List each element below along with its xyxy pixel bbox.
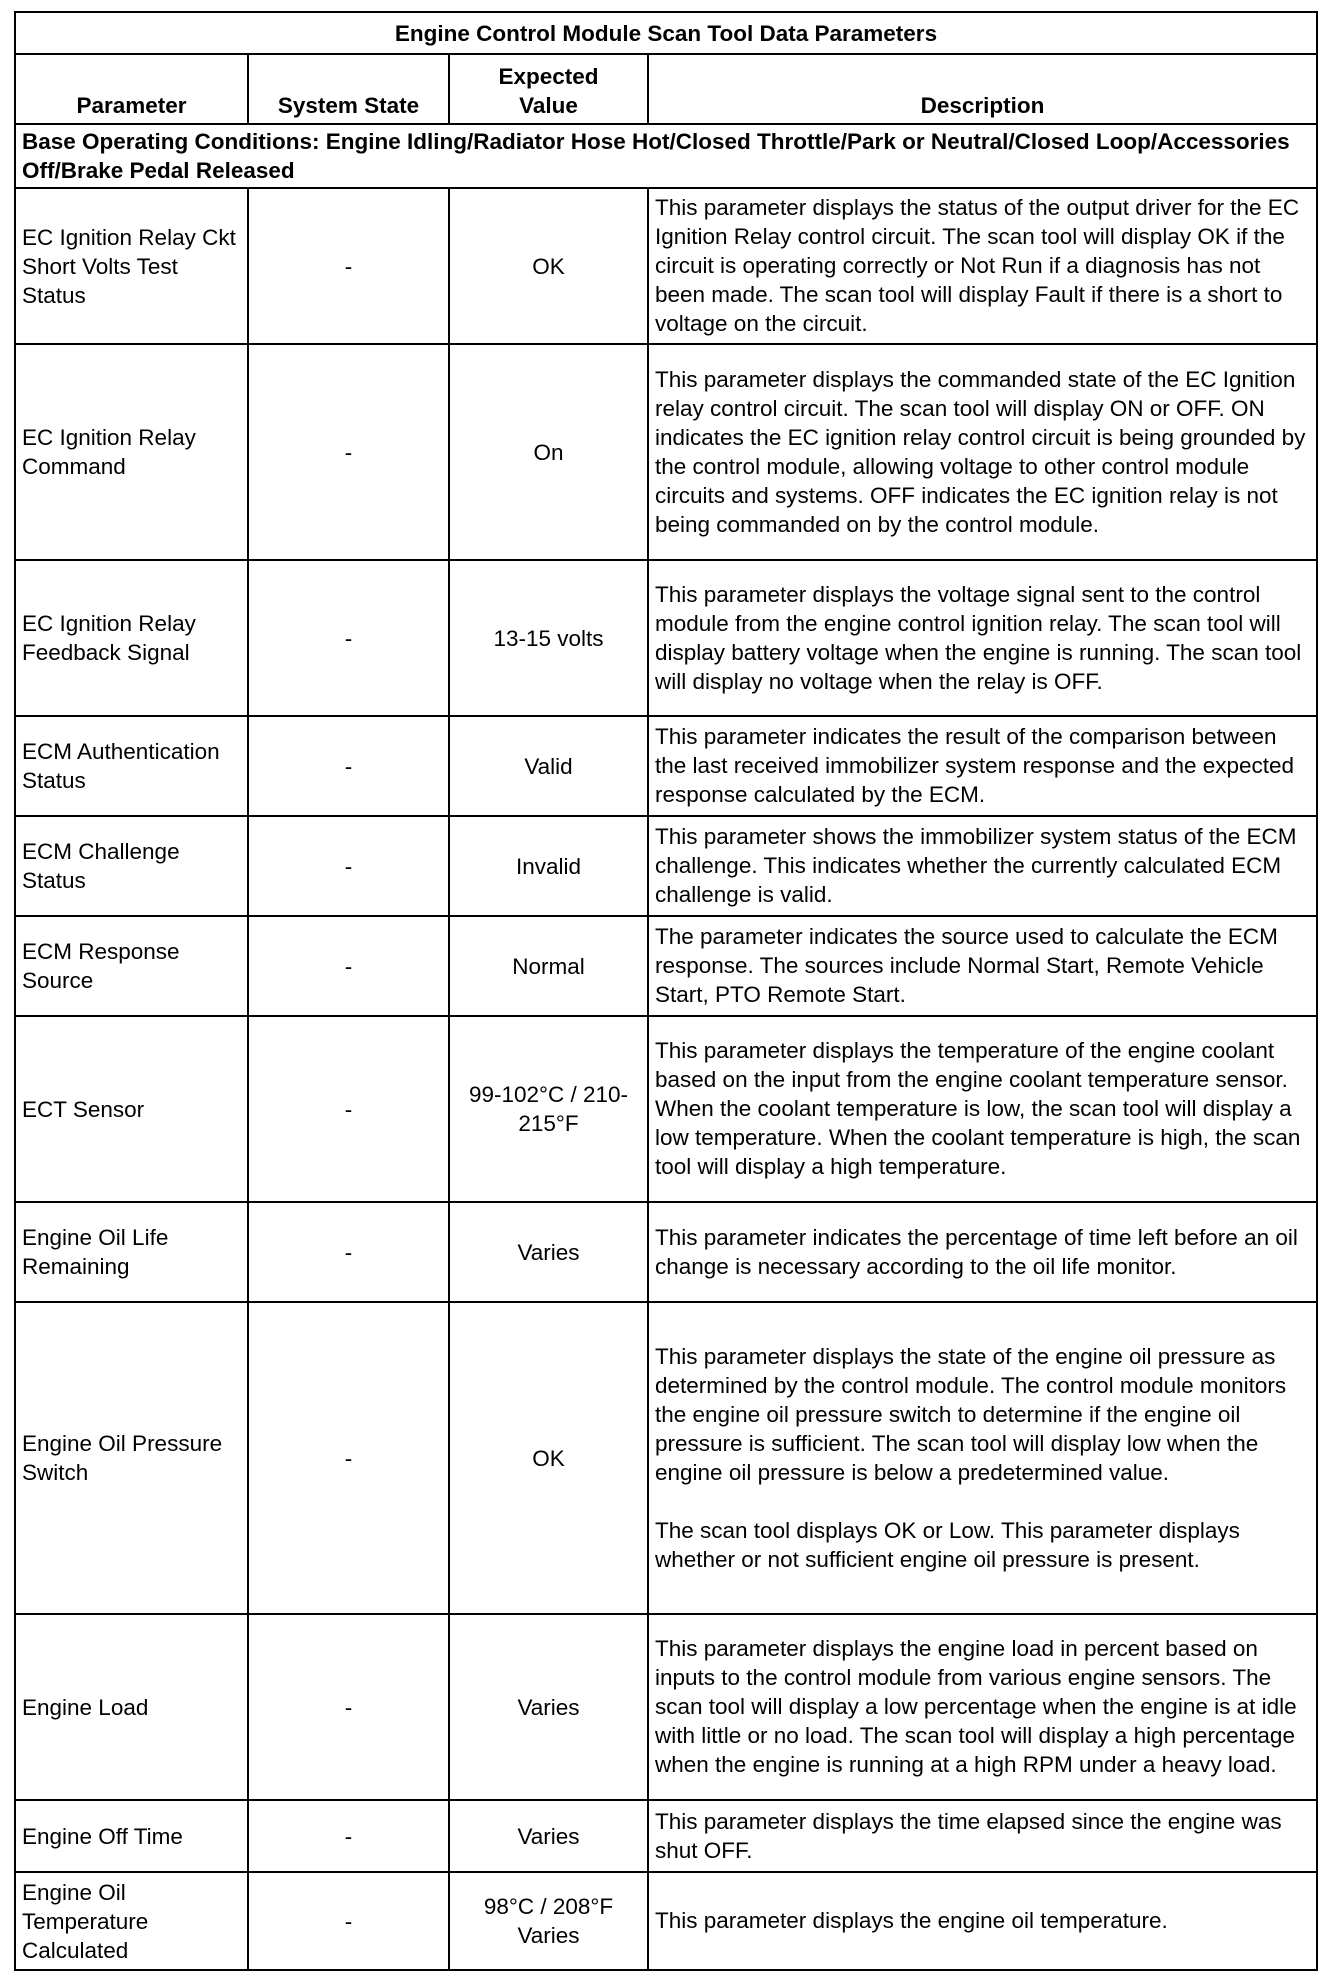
expected-value-cell: Valid xyxy=(449,716,648,816)
expected-value-cell: OK xyxy=(449,188,648,344)
system-state-cell: - xyxy=(248,560,449,716)
table-row xyxy=(15,1614,1317,1800)
base-conditions-row xyxy=(15,124,1317,188)
expected-value-cell: OK xyxy=(449,1302,648,1614)
system-state-cell: - xyxy=(248,916,449,1016)
description-cell: This parameter displays the voltage signal sent to the control module from the engine control ignition relay. The scan tool will display battery voltage when the engine is running. The scan tool will display no voltage when the relay is OFF. xyxy=(648,560,1317,716)
parameter-cell: Engine Off Time xyxy=(15,1800,248,1872)
expected-value-cell: Invalid xyxy=(449,816,648,916)
parameter-cell: Engine Oil Life Remaining xyxy=(15,1202,248,1302)
system-state-cell: - xyxy=(248,1202,449,1302)
expected-value-cell: Varies xyxy=(449,1800,648,1872)
table-row xyxy=(15,1202,1317,1302)
description-paragraph: This parameter displays the state of the engine oil pressure as determined by the control module. The control module monitors the engine oil pressure switch to determine if the engine oil pressure is sufficient. The scan tool will display low when the engine oil pressure is below a predetermined value. xyxy=(655,1343,1287,1485)
system-state-cell: - xyxy=(248,344,449,560)
base-conditions: Base Operating Conditions: Engine Idling/Radiator Hose Hot/Closed Throttle/Park or Neutral/Closed Loop/Accessories Off/Brake Pedal Released xyxy=(15,124,1317,188)
header-system-state: System State xyxy=(248,54,449,124)
table-row xyxy=(15,1800,1317,1872)
system-state-cell: - xyxy=(248,1800,449,1872)
system-state-cell: - xyxy=(248,1016,449,1202)
table-row xyxy=(15,1016,1317,1202)
description-cell: The parameter indicates the source used to calculate the ECM response. The sources include Normal Start, Remote Vehicle Start, PTO Remote Start. xyxy=(648,916,1317,1016)
expected-value-cell: On xyxy=(449,344,648,560)
description-cell: This parameter indicates the percentage of time left before an oil change is necessary according to the oil life monitor. xyxy=(648,1202,1317,1302)
parameter-cell: ECT Sensor xyxy=(15,1016,248,1202)
description-paragraph: The scan tool displays OK or Low. This parameter displays whether or not sufficient engine oil pressure is present. xyxy=(655,1517,1240,1572)
table-row xyxy=(15,560,1317,716)
table-row xyxy=(15,1872,1317,1970)
description-cell: This parameter displays the engine load in percent based on inputs to the control module from various engine sensors. The scan tool will display a low percentage when the engine is at idle with little or no load. The scan tool will display a high percentage when the engine is running at a high RPM under a heavy load. xyxy=(648,1614,1317,1800)
parameter-cell: ECM Response Source xyxy=(15,916,248,1016)
header-description: Description xyxy=(648,54,1317,124)
parameter-cell: EC Ignition Relay Ckt Short Volts Test Status xyxy=(15,188,248,344)
description-cell: This parameter displays the status of the output driver for the EC Ignition Relay control circuit. The scan tool will display OK if the circuit is operating correctly or Not Run if a diagnosis has not been made. The scan tool will display Fault if there is a short to voltage on the circuit. xyxy=(648,188,1317,344)
document-page xyxy=(14,11,1316,1971)
header-expected-value xyxy=(449,54,648,124)
table-row xyxy=(15,188,1317,344)
table-row xyxy=(15,344,1317,560)
parameter-cell: EC Ignition Relay Command xyxy=(15,344,248,560)
parameter-cell: Engine Oil Temperature Calculated xyxy=(15,1872,248,1970)
expected-value-cell: Varies xyxy=(449,1202,648,1302)
table-title: Engine Control Module Scan Tool Data Parameters xyxy=(15,12,1317,54)
description-cell xyxy=(648,1302,1317,1614)
parameter-cell: Engine Load xyxy=(15,1614,248,1800)
header-expected-line2: Value xyxy=(519,93,578,118)
expected-value-cell: Normal xyxy=(449,916,648,1016)
table-row xyxy=(15,1302,1317,1614)
header-row xyxy=(15,54,1317,124)
description-cell: This parameter displays the temperature of the engine coolant based on the input from the engine coolant temperature sensor. When the coolant temperature is low, the scan tool will display a low temperature. When the coolant temperature is high, the scan tool will display a high temperature. xyxy=(648,1016,1317,1202)
expected-value-cell: 98°C / 208°F Varies xyxy=(449,1872,648,1970)
description-cell: This parameter indicates the result of the comparison between the last received immobilizer system response and the expected response calculated by the ECM. xyxy=(648,716,1317,816)
scan-tool-data-table xyxy=(14,11,1318,1971)
parameter-cell: ECM Challenge Status xyxy=(15,816,248,916)
description-cell: This parameter displays the time elapsed since the engine was shut OFF. xyxy=(648,1800,1317,1872)
title-row xyxy=(15,12,1317,54)
system-state-cell: - xyxy=(248,1614,449,1800)
table-row xyxy=(15,816,1317,916)
expected-value-cell: 13-15 volts xyxy=(449,560,648,716)
expected-value-cell: 99-102°C / 210-215°F xyxy=(449,1016,648,1202)
table-row xyxy=(15,716,1317,816)
expected-value-cell: Varies xyxy=(449,1614,648,1800)
parameter-cell: Engine Oil Pressure Switch xyxy=(15,1302,248,1614)
description-cell: This parameter displays the commanded state of the EC Ignition relay control circuit. The scan tool will display ON or OFF. ON indicates the EC ignition relay control circuit is being grounded by the control module, allowing voltage to other control module circuits and systems. OFF indicates the EC ignition relay is not being commanded on by the control module. xyxy=(648,344,1317,560)
system-state-cell: - xyxy=(248,816,449,916)
parameter-cell: EC Ignition Relay Feedback Signal xyxy=(15,560,248,716)
system-state-cell: - xyxy=(248,1302,449,1614)
table-row xyxy=(15,916,1317,1016)
description-cell: This parameter displays the engine oil temperature. xyxy=(648,1872,1317,1970)
header-expected-line1: Expected xyxy=(498,64,599,89)
system-state-cell: - xyxy=(248,188,449,344)
system-state-cell: - xyxy=(248,1872,449,1970)
parameter-cell: ECM Authentication Status xyxy=(15,716,248,816)
description-cell: This parameter shows the immobilizer system status of the ECM challenge. This indicates whether the currently calculated ECM challenge is valid. xyxy=(648,816,1317,916)
header-parameter: Parameter xyxy=(15,54,248,124)
system-state-cell: - xyxy=(248,716,449,816)
